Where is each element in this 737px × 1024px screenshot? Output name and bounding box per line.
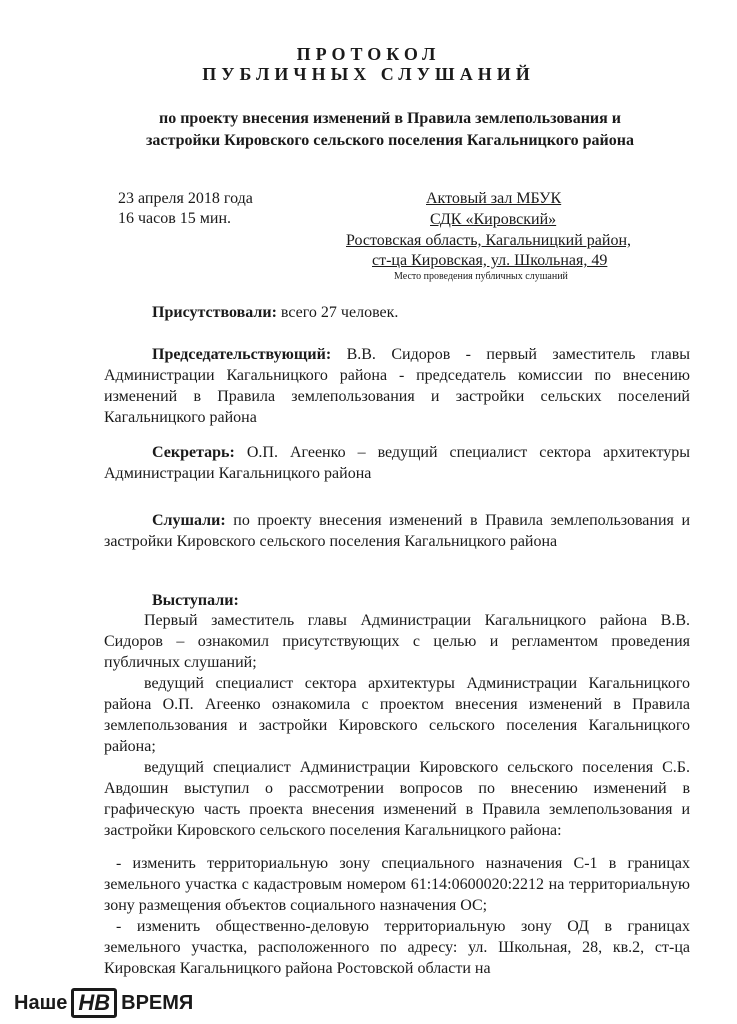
meeting-date: 23 апреля 2018 года	[118, 190, 253, 207]
speakers-heading	[152, 590, 692, 611]
doc-title: ПРОТОКОЛ	[296, 44, 441, 64]
doc-subject-line-1: по проекту внесения изменений в Правила землепользования и	[158, 110, 621, 127]
venue-caption: Место проведения публичных слушаний	[394, 271, 568, 282]
watermark-left-word: Наше	[14, 991, 68, 1014]
secretary-label: Секретарь:	[152, 444, 235, 461]
watermark-mark: НВ	[71, 988, 117, 1018]
venue-line-2: СДК «Кировский»	[430, 211, 557, 228]
speech-paragraph-2: ведущий специалист сектора архитектуры Администрации Кагальницкого района О.П. Агеенко ознакомила с проектом внесения изменений в Правила землепользования и застройки Кировского сельского поселения Кагальницкого района;	[104, 675, 690, 755]
chair-label: Председательствующий:	[152, 346, 332, 363]
venue-line-3: Ростовская область, Кагальницкий район,	[346, 232, 632, 249]
secretary-text: О.П. Агеенко – ведущий специалист сектора архитектуры Администрации Кагальницкого района	[104, 444, 691, 482]
speech-paragraph-1: Первый заместитель главы Администрации Кагальницкого района В.В. Сидоров – ознакомил присутствующих с целью и регламентом проведения публичных слушаний;	[104, 612, 690, 671]
present-label: Присутствовали:	[152, 304, 277, 321]
secretary-paragraph	[104, 442, 690, 484]
present-text: всего 27 человек.	[280, 304, 399, 321]
heard-label: Слушали:	[152, 512, 226, 529]
doc-subject-line-2: застройки Кировского сельского поселения Кагальницкого района	[146, 132, 634, 149]
newspaper-watermark-logo	[8, 984, 199, 1022]
meeting-time: 16 часов 15 мин.	[118, 210, 232, 227]
doc-title-2: ПУБЛИЧНЫХ СЛУШАНИЙ	[202, 64, 535, 84]
watermark-right-word: ВРЕМЯ	[121, 991, 194, 1014]
speech-paragraph-3: ведущий специалист Администрации Кировского сельского поселения С.Б. Авдошин выступил о рассмотрении вопросов по внесению изменений в графическую часть проекта внесения изменений в Правила землепользования и застройки Кировского сельского поселения Кагальницкого района:	[104, 759, 690, 839]
venue-line-1: Актовый зал МБУК	[426, 190, 562, 207]
heard-text: по проекту внесения изменений в Правила землепользования и застройки Кировского сельского поселения Кагальницкого района	[104, 512, 691, 550]
speakers-label: Выступали:	[152, 592, 239, 609]
chair-paragraph	[104, 344, 690, 428]
present-paragraph	[152, 302, 692, 323]
list-item-1: - изменить территориальную зону специального назначения С-1 в границах земельного участка с кадастровым номером 61:14:0600020:2212 на территориальную зону размещения объектов социального назначения ОС;	[104, 855, 690, 914]
list-item-2: - изменить общественно-деловую территориальную зону ОД в границах земельного участка, расположенного по адресу: ул. Школьная, 28, кв.2, ст-ца Кировская Кагальницкого района Ростовской области на	[104, 918, 690, 977]
chair-text: В.В. Сидоров - первый заместитель главы Администрации Кагальницкого района - председатель комиссии по внесению изменений в Правила землепользования и застройки сельских поселений Кагальницкого района	[104, 346, 690, 426]
heard-paragraph	[104, 510, 690, 552]
venue-line-4: ст-ца Кировская, ул. Школьная, 49	[372, 252, 608, 269]
